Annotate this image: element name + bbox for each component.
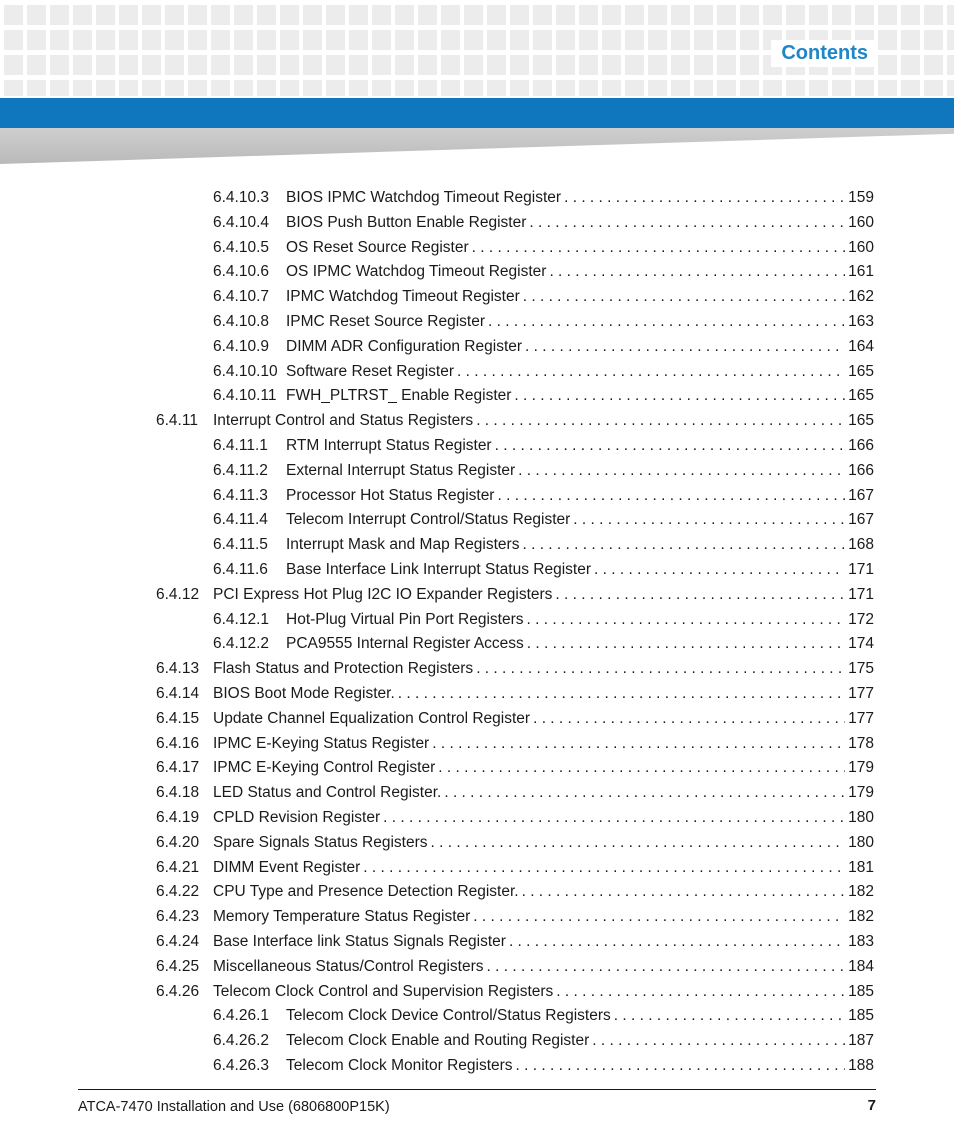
toc-entry-title: BIOS Boot Mode Register. [213, 685, 395, 702]
toc-dot-leader [457, 360, 845, 384]
toc-entry-number: 6.4.26.3 [213, 1057, 270, 1074]
toc-dot-leader [592, 1029, 845, 1053]
toc-entry-title: OS IPMC Watchdog Timeout Register [286, 263, 547, 281]
toc-entry[interactable] [213, 236, 874, 260]
toc-entry[interactable] [213, 508, 874, 532]
toc-entry[interactable] [156, 880, 874, 904]
toc-dot-leader [518, 459, 845, 483]
toc-entry-page: 161 [848, 263, 874, 281]
toc-entry-number: 6.4.19 [156, 809, 200, 826]
toc-entry-title: Hot-Plug Virtual Pin Port Registers [286, 610, 524, 628]
toc-dot-leader [383, 806, 845, 830]
toc-entry-page: 166 [848, 461, 874, 479]
toc-entry-page: 167 [848, 511, 874, 529]
toc-entry-number: 6.4.26.1 [213, 1007, 270, 1025]
toc-entry-title: Telecom Interrupt Control/Status Register [286, 511, 571, 529]
toc-dot-leader [549, 260, 845, 284]
toc-entry[interactable] [156, 831, 874, 855]
toc-entry-title: PCI Express Hot Plug I2C IO Expander Registers [213, 585, 553, 603]
toc-entry-title: Flash Status and Protection Registers [213, 660, 474, 678]
toc-entry-title: LED Status and Control Register. [213, 784, 442, 802]
toc-entry[interactable] [213, 384, 874, 408]
toc-entry-number: 6.4.10.9 [213, 337, 270, 355]
toc-entry[interactable] [156, 930, 874, 954]
toc-entry-title: DIMM Event Register [213, 858, 361, 876]
toc-dot-leader [473, 905, 845, 929]
toc-dot-leader [444, 781, 845, 805]
header-gray-wedge [0, 128, 954, 164]
toc-entry-page: 175 [848, 660, 874, 678]
toc-dot-leader [526, 608, 845, 632]
toc-dot-leader [533, 707, 845, 731]
toc-entry-page: 168 [848, 536, 874, 554]
toc-entry-number: 6.4.12 [156, 585, 200, 603]
toc-entry-number: 6.4.12.2 [213, 635, 270, 653]
toc-entry[interactable] [156, 905, 874, 929]
toc-dot-leader [573, 508, 845, 532]
toc-entry-number: 6.4.11.3 [213, 486, 268, 504]
toc-entry[interactable] [156, 856, 874, 880]
toc-entry-number: 6.4.26 [156, 982, 200, 1000]
page-title: Contents [771, 40, 876, 67]
toc-entry-number: 6.4.18 [156, 784, 200, 802]
toc-entry[interactable] [213, 1029, 874, 1053]
toc-dot-leader [363, 856, 845, 880]
toc-entry-number: 6.4.11.6 [213, 561, 268, 578]
toc-dot-leader [516, 1054, 846, 1078]
toc-entry-page: 183 [848, 933, 874, 950]
toc-entry[interactable] [213, 360, 874, 384]
toc-entry-page: 166 [848, 437, 874, 454]
toc-entry-number: 6.4.21 [156, 858, 200, 876]
toc-entry-page: 177 [848, 709, 874, 727]
toc-entry-title: Telecom Clock Device Control/Status Registers [286, 1007, 611, 1025]
toc-entry-number: 6.4.23 [156, 908, 200, 926]
toc-entry-title: IPMC E-Keying Status Register [213, 734, 430, 752]
toc-dot-leader [564, 186, 845, 210]
toc-entry[interactable] [156, 707, 874, 731]
toc-dot-leader [431, 831, 846, 855]
toc-entry-number: 6.4.10.4 [213, 213, 270, 231]
toc-entry-title: IPMC Watchdog Timeout Register [286, 288, 520, 306]
toc-entry[interactable] [156, 682, 874, 706]
toc-entry[interactable] [213, 1004, 874, 1028]
toc-dot-leader [432, 732, 845, 756]
footer-divider [78, 1089, 876, 1090]
toc-entry-title: CPLD Revision Register [213, 809, 381, 826]
toc-entry-title: Spare Signals Status Registers [213, 833, 428, 851]
toc-entry-page: 167 [848, 486, 874, 504]
toc-dot-leader [556, 980, 845, 1004]
toc-entry-page: 188 [848, 1057, 874, 1074]
toc-entry[interactable] [213, 484, 874, 508]
toc-entry-title: External Interrupt Status Register [286, 461, 516, 479]
toc-entry-title: Telecom Clock Control and Supervision Registers [213, 982, 554, 1000]
toc-entry[interactable] [156, 756, 874, 780]
toc-entry-page: 172 [848, 610, 874, 628]
toc-dot-leader [523, 285, 845, 309]
toc-entry-number: 6.4.10.8 [213, 313, 270, 330]
toc-entry[interactable] [213, 558, 874, 582]
toc-entry-page: 174 [848, 635, 874, 653]
toc-entry[interactable] [156, 781, 874, 805]
toc-dot-leader [529, 211, 845, 235]
toc-entry-number: 6.4.11.2 [213, 461, 268, 479]
toc-entry[interactable] [156, 409, 874, 433]
toc-entry[interactable] [213, 434, 874, 458]
toc-dot-leader [614, 1004, 845, 1028]
toc-entry-page: 182 [848, 883, 874, 901]
toc-entry-title: RTM Interrupt Status Register [286, 437, 492, 454]
toc-entry-number: 6.4.16 [156, 734, 200, 752]
toc-entry-title: PCA9555 Internal Register Access [286, 635, 524, 653]
toc-entry[interactable] [156, 583, 874, 607]
toc-entry-title: Memory Temperature Status Register [213, 908, 471, 926]
toc-entry-title: Interrupt Mask and Map Registers [286, 536, 520, 554]
toc-entry-number: 6.4.20 [156, 833, 200, 851]
toc-entry-title: IPMC E-Keying Control Register [213, 759, 436, 777]
toc-entry-number: 6.4.10.7 [213, 288, 270, 306]
toc-entry[interactable] [213, 310, 874, 334]
footer-page-number: 7 [867, 1097, 876, 1114]
toc-dot-leader [522, 880, 846, 904]
toc-entry-page: 165 [848, 387, 874, 405]
toc-entry-number: 6.4.11 [156, 412, 198, 430]
toc-entry[interactable] [156, 732, 874, 756]
toc-dot-leader [594, 558, 845, 582]
toc-entry-page: 171 [848, 585, 874, 603]
toc-entry-title: OS Reset Source Register [286, 238, 469, 256]
toc-dot-leader [398, 682, 845, 706]
toc-entry-title: BIOS Push Button Enable Register [286, 213, 527, 231]
toc-entry-page: 185 [848, 1007, 874, 1025]
toc-entry-number: 6.4.25 [156, 957, 200, 975]
toc-entry-number: 6.4.11.1 [213, 437, 268, 454]
toc-entry-title: Miscellaneous Status/Control Registers [213, 957, 484, 975]
toc-entry-number: 6.4.10.3 [213, 189, 270, 206]
toc-entry[interactable] [213, 211, 874, 235]
toc-entry[interactable] [213, 285, 874, 309]
toc-entry-title: Base Interface Link Interrupt Status Register [286, 561, 591, 578]
toc-entry-title: Telecom Clock Enable and Routing Register [286, 1032, 590, 1050]
toc-entry-title: FWH_PLTRST_ Enable Register [286, 387, 512, 405]
toc-entry-number: 6.4.24 [156, 933, 200, 950]
toc-entry-title: Interrupt Control and Status Registers [213, 412, 474, 430]
toc-entry-title: Software Reset Register [286, 362, 454, 380]
toc-entry[interactable] [156, 806, 874, 830]
toc-entry-number: 6.4.10.10 [213, 362, 278, 380]
toc-entry-number: 6.4.13 [156, 660, 200, 678]
toc-dot-leader [555, 583, 845, 607]
toc-dot-leader [487, 955, 846, 979]
toc-entry-page: 163 [848, 313, 874, 330]
toc-entry[interactable] [213, 632, 874, 656]
toc-dot-leader [472, 236, 845, 260]
toc-entry-page: 159 [848, 189, 874, 206]
toc-dot-leader [527, 632, 845, 656]
toc-entry-title: DIMM ADR Configuration Register [286, 337, 523, 355]
toc-entry-number: 6.4.26.2 [213, 1032, 270, 1050]
toc-entry-page: 164 [848, 337, 874, 355]
toc-entry-number: 6.4.11.4 [213, 511, 268, 529]
toc-dot-leader [438, 756, 845, 780]
toc-dot-leader [495, 434, 846, 458]
toc-entry-page: 171 [848, 561, 874, 578]
toc-entry-number: 6.4.14 [156, 685, 200, 702]
toc-entry[interactable] [213, 608, 874, 632]
toc-entry-title: Update Channel Equalization Control Register [213, 709, 531, 727]
toc-entry-page: 162 [848, 288, 874, 306]
toc-entry[interactable] [213, 260, 874, 284]
toc-dot-leader [497, 484, 845, 508]
toc-entry-number: 6.4.15 [156, 709, 200, 727]
toc-entry-title: BIOS IPMC Watchdog Timeout Register [286, 189, 562, 206]
header-blue-band [0, 98, 954, 128]
toc-entry-page: 178 [848, 734, 874, 752]
toc-entry-page: 179 [848, 759, 874, 777]
toc-entry[interactable] [213, 533, 874, 557]
toc-entry-page: 160 [848, 213, 874, 231]
toc-entry-page: 187 [848, 1032, 874, 1050]
toc-dot-leader [476, 409, 845, 433]
toc-dot-leader [488, 310, 845, 334]
toc-entry-page: 185 [848, 982, 874, 1000]
toc-entry-page: 180 [848, 809, 874, 826]
toc-entry-title: Processor Hot Status Register [286, 486, 495, 504]
toc-entry[interactable] [156, 955, 874, 979]
toc-entry-number: 6.4.10.5 [213, 238, 270, 256]
toc-dot-leader [509, 930, 845, 954]
toc-entry-page: 160 [848, 238, 874, 256]
toc-entry-title: CPU Type and Presence Detection Register. [213, 883, 519, 901]
toc-dot-leader [514, 384, 845, 408]
toc-dot-leader [522, 533, 845, 557]
toc-entry-page: 181 [848, 858, 874, 876]
toc-entry[interactable] [213, 1054, 874, 1078]
toc-entry[interactable] [213, 335, 874, 359]
toc-entry[interactable] [213, 186, 874, 210]
toc-entry-title: IPMC Reset Source Register [286, 313, 485, 330]
toc-dot-leader [525, 335, 845, 359]
toc-entry-page: 177 [848, 685, 874, 702]
toc-entry[interactable] [156, 657, 874, 681]
footer-document-title: ATCA-7470 Installation and Use (6806800P15K) [78, 1099, 390, 1115]
toc-entry-page: 182 [848, 908, 874, 926]
toc-entry-number: 6.4.11.5 [213, 536, 268, 554]
toc-dot-leader [476, 657, 845, 681]
toc-entry-page: 165 [848, 412, 874, 430]
toc-entry-page: 180 [848, 833, 874, 851]
toc-entry-number: 6.4.22 [156, 883, 200, 901]
toc-entry-page: 165 [848, 362, 874, 380]
toc-entry-number: 6.4.10.11 [213, 387, 277, 405]
toc-entry-number: 6.4.17 [156, 759, 200, 777]
toc-entry-page: 179 [848, 784, 874, 802]
toc-entry[interactable] [213, 459, 874, 483]
toc-entry[interactable] [156, 980, 874, 1004]
toc-entry-number: 6.4.10.6 [213, 263, 270, 281]
toc-entry-title: Telecom Clock Monitor Registers [286, 1057, 513, 1074]
toc-entry-page: 184 [848, 957, 874, 975]
toc-entry-number: 6.4.12.1 [213, 610, 270, 628]
toc-entry-title: Base Interface link Status Signals Register [213, 933, 506, 950]
